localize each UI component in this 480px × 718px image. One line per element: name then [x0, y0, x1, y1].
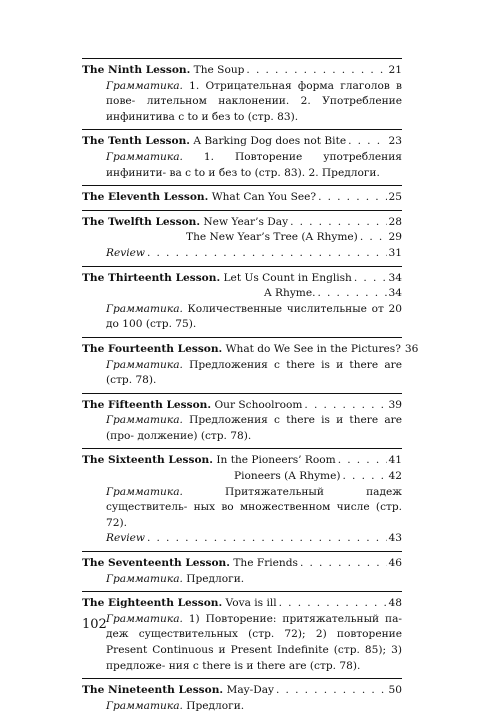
grammar-note: Грамматика. Предложения с there is и there are (стр. 78).	[106, 358, 402, 387]
lesson-number: The Sixteenth Lesson.	[82, 454, 213, 467]
grammar-note: Грамматика. 1. Отрицательная форма глаголов в пове- лительном наклонении. 2. Употребление инфинитива с to и без to (стр. 83).	[106, 79, 402, 123]
leader-dots	[304, 398, 386, 414]
lesson-title: Let Us Count in English	[223, 271, 352, 284]
grammar-note: Грамматика. Количественные числительные от 20 до 100 (стр. 75).	[106, 302, 402, 331]
leader-dots	[147, 246, 387, 262]
page-number: 50	[388, 684, 402, 697]
grammar-note: Грамматика. Предлоги.	[106, 572, 245, 585]
leader-dots	[300, 556, 387, 572]
leader-dots	[290, 215, 386, 231]
toc-entry	[82, 448, 402, 551]
toc-subrow[interactable]	[82, 230, 402, 246]
leader-dots	[317, 286, 386, 302]
lesson-title: What do We See in the Pictures?	[225, 342, 401, 355]
lesson-number: The Thirteenth Lesson.	[82, 271, 221, 284]
leader-dots	[318, 190, 386, 206]
page-number: 34	[388, 287, 402, 300]
lesson-number: The Tenth Lesson.	[82, 135, 190, 148]
toc-entry	[82, 337, 419, 393]
lesson-title: In the Pioneers’ Room	[216, 454, 336, 467]
grammar-note: Грамматика. Предложения с there is и there are (про- должение) (стр. 78).	[106, 414, 402, 442]
page-number: 42	[388, 470, 402, 483]
review-row[interactable]	[82, 246, 402, 262]
toc-entry	[82, 210, 402, 266]
toc-row[interactable]	[82, 683, 402, 699]
page-number: 43	[388, 532, 402, 545]
toc-row[interactable]	[82, 271, 402, 287]
lesson-title: A Barking Dog does not Bite	[193, 135, 347, 148]
lesson-number: The Ninth Lesson.	[82, 64, 191, 76]
toc-entry	[82, 551, 402, 591]
toc-row[interactable]	[82, 398, 402, 414]
page-number: 41	[388, 454, 402, 467]
page-number: 28	[388, 215, 402, 228]
table-of-contents	[82, 58, 419, 718]
grammar-note: Грамматика. Предлоги.	[106, 699, 245, 712]
page-number: 23	[388, 135, 402, 148]
toc-entry	[82, 678, 402, 718]
page-number: 34	[388, 271, 402, 284]
toc-entry	[82, 591, 402, 678]
leader-dots	[147, 531, 387, 547]
review-row[interactable]	[82, 531, 402, 547]
toc-entry	[82, 58, 402, 129]
leader-dots	[246, 63, 386, 79]
page-footer-number: 102	[82, 617, 107, 632]
leader-dots	[348, 134, 386, 150]
leader-dots	[354, 271, 387, 287]
toc-row[interactable]	[82, 453, 402, 469]
review-label: Review	[106, 532, 145, 545]
grammar-note: Грамматика. 1) Повторение: притяжательный па- деж существительных (стр. 72); 2) повторение Present Continuous и Present Indefinite (стр. 85); 3) предложе- ния с there is и there are (стр. 78).	[106, 612, 402, 672]
lesson-number: The Fourteenth Lesson.	[82, 342, 223, 355]
toc-row[interactable]	[82, 596, 402, 612]
grammar-note: Грамматика. Притяжательный падеж существитель- ных во множественном числе (стр. 72).	[106, 485, 403, 529]
toc-entry	[82, 129, 402, 185]
lesson-number: The Twelfth Lesson.	[82, 215, 201, 228]
lesson-title: Vova is ill	[225, 597, 277, 610]
lesson-number: The Eleventh Lesson.	[82, 191, 209, 204]
lesson-number: The Eighteenth Lesson.	[82, 597, 223, 610]
toc-subrow[interactable]	[82, 469, 402, 485]
grammar-note: Грамматика. 1. Повторение употребления инфинити- ва с to и без to (стр. 83). 2. Предлоги.	[106, 150, 402, 179]
toc-row[interactable]	[82, 215, 402, 231]
page-number: 46	[388, 557, 402, 570]
page-number: 21	[388, 64, 402, 76]
toc-row[interactable]	[82, 556, 402, 572]
page-number: 29	[388, 231, 402, 244]
page-number: 25	[388, 191, 402, 204]
toc-entry	[82, 266, 402, 337]
lesson-title: The Friends	[233, 557, 298, 570]
toc-entry	[82, 393, 402, 449]
toc-subrow[interactable]	[82, 286, 402, 302]
lesson-title: What Can You See?	[211, 191, 317, 204]
lesson-number: The Fifteenth Lesson.	[82, 398, 212, 411]
page-number: 31	[388, 246, 402, 259]
review-label: Review	[106, 246, 145, 259]
lesson-title: New Year’s Day	[203, 215, 289, 228]
lesson-number: The Nineteenth Lesson.	[82, 684, 224, 697]
leader-dots	[343, 469, 387, 485]
toc-row[interactable]	[82, 134, 402, 150]
lesson-number: The Seventeenth Lesson.	[82, 557, 230, 570]
leader-dots	[338, 453, 387, 469]
leader-dots	[276, 683, 387, 699]
page-number: 48	[388, 597, 402, 610]
lesson-title: Our Schoolroom	[214, 398, 303, 411]
toc-row[interactable]	[82, 63, 402, 79]
toc-row[interactable]	[82, 190, 402, 206]
lesson-title: The Soup	[193, 64, 245, 76]
page-number: 39	[388, 398, 402, 411]
sub-title: Pioneers (A Rhyme)	[234, 470, 341, 483]
leader-dots	[279, 596, 387, 612]
sub-title: The New Year’s Tree (A Rhyme)	[186, 231, 358, 244]
page-number: 36	[404, 342, 419, 355]
toc-row[interactable]	[82, 342, 419, 358]
sub-title: A Rhyme.	[264, 287, 316, 300]
lesson-title: May-Day	[226, 684, 275, 697]
leader-dots	[360, 230, 387, 246]
toc-entry	[82, 185, 402, 210]
